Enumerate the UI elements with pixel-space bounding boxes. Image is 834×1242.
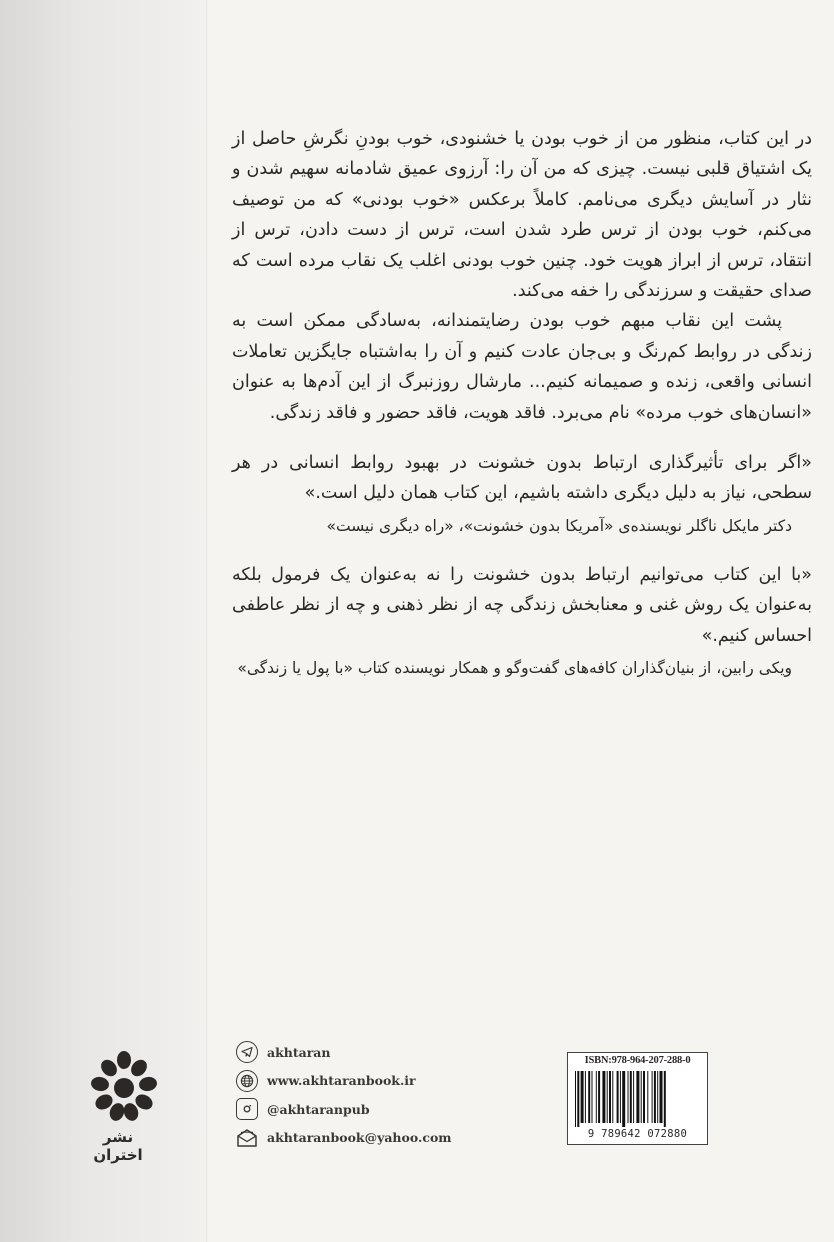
barcode-bar [652, 1071, 653, 1123]
email-icon [236, 1127, 258, 1149]
website-url: www.akhtaranbook.ir [267, 1073, 416, 1089]
publisher-logo [84, 1048, 164, 1132]
barcode-bar [664, 1071, 666, 1127]
barcode-bar [577, 1071, 579, 1127]
barcode-bar [633, 1071, 634, 1123]
contact-website[interactable] [236, 1067, 496, 1096]
barcode-bar [647, 1071, 648, 1123]
barcode-bar [585, 1071, 586, 1123]
quote-2-attribution: ویکی رابین، از بنیان‌گذاران کافه‌های گفت‌وگو و همکار نویسنده کتاب «با پول یا زندگی» [237, 659, 792, 678]
barcode-bar [620, 1071, 621, 1123]
barcode-bar [660, 1071, 663, 1123]
contact-instagram[interactable] [236, 1095, 496, 1124]
publisher-contacts [236, 1038, 496, 1152]
globe-icon [236, 1070, 258, 1092]
instagram-handle: @akhtaranpub [267, 1101, 370, 1117]
telegram-handle: akhtaran [267, 1044, 331, 1060]
quote-1-attribution: دکتر مایکل ناگلر نویسنده‌ی «آمریکا بدون خشونت»، «راه دیگری نیست» [326, 516, 792, 535]
barcode-bar [598, 1071, 600, 1123]
barcode-bar [628, 1071, 629, 1123]
body-paragraph-1: در این کتاب، منظور من از خوب بودن یا خشنودی، خوب بودنِ نگرشِ حاصل از یک اشتیاق قلبی نیست. چیزی که من آن را: آرزوی عمیق شادمانه سهیم شدن و نثار در آسایش دیگری می‌نامم. کاملاً برعکس «خوب بودنی» که من توصیف می‌کنم، خوب بودن از ترس طرد شدن است، ترس از دست دادن، ترس از انتقاد، ترس از ابراز هویت خود. چنین خوب بودنی اغلب یک نقاب مرده است که صدای حقیقت و سرزندگی را خفه می‌کند. [232, 129, 812, 302]
barcode-bar [575, 1071, 576, 1127]
quote-1: «اگر برای تأثیرگذاری ارتباط بدون خشونت در بهبود روابط انسانی در هر سطحی، نیاز به دلیل دیگری داشته باشیم، این کتاب همان دلیل است.» [232, 453, 812, 504]
barcode-bar [596, 1071, 597, 1123]
barcode-bar [641, 1071, 642, 1123]
quote-2: «با این کتاب می‌توانیم ارتباط بدون خشونت را نه به‌عنوان یک فرمول بلکه به‌عنوان یک روش غنی و معنابخش زندگی چه از نظر ذهنی و چه از نظر عاطفی احساس کنیم.» [232, 564, 812, 646]
barcode-bar [602, 1071, 605, 1123]
barcode-bar [657, 1071, 658, 1123]
barcode-bars [573, 1071, 702, 1127]
barcode-bar [592, 1071, 593, 1123]
isbn-label: ISBN:978-964-207-288-0 [584, 1055, 691, 1066]
telegram-icon [236, 1041, 258, 1063]
barcode-digits: 9 789642 072880 [587, 1128, 688, 1140]
barcode-bar [617, 1071, 619, 1123]
barcode-bar [588, 1071, 590, 1123]
barcode-bar [581, 1071, 584, 1123]
body-paragraph-2: پشت این نقاب مبهم خوب بودن رضایتمندانه، به‌سادگی ممکن است به زندگی در روابط کم‌رنگ و بی‌جان عادت کنیم و آن را به‌اشتباه جایگزین تعاملات انسانی واقعی، زنده و صمیمانه کنیم... مارشال روزنبرگ از این آدم‌ها به عنوان «انسان‌های خوب مرده» نام می‌برد. فاقد هویت، فاقد حضور و فاقد زندگی. [232, 311, 812, 423]
isbn-barcode [567, 1052, 708, 1145]
instagram-icon [236, 1098, 258, 1120]
barcode-bar [643, 1071, 645, 1123]
back-cover-text [232, 124, 812, 682]
barcode-bar [622, 1071, 625, 1127]
contact-telegram[interactable] [236, 1038, 496, 1067]
barcode-bar [654, 1071, 656, 1123]
publisher-name: نشر اختران [93, 1128, 143, 1164]
barcode-bar [609, 1071, 611, 1123]
barcode-bar [636, 1071, 639, 1123]
barcode-bar [607, 1071, 608, 1123]
barcode-bar [612, 1071, 613, 1123]
email-address: akhtaranbook@yahoo.com [267, 1130, 452, 1146]
contact-email[interactable] [236, 1124, 496, 1153]
barcode-bar [630, 1071, 632, 1123]
